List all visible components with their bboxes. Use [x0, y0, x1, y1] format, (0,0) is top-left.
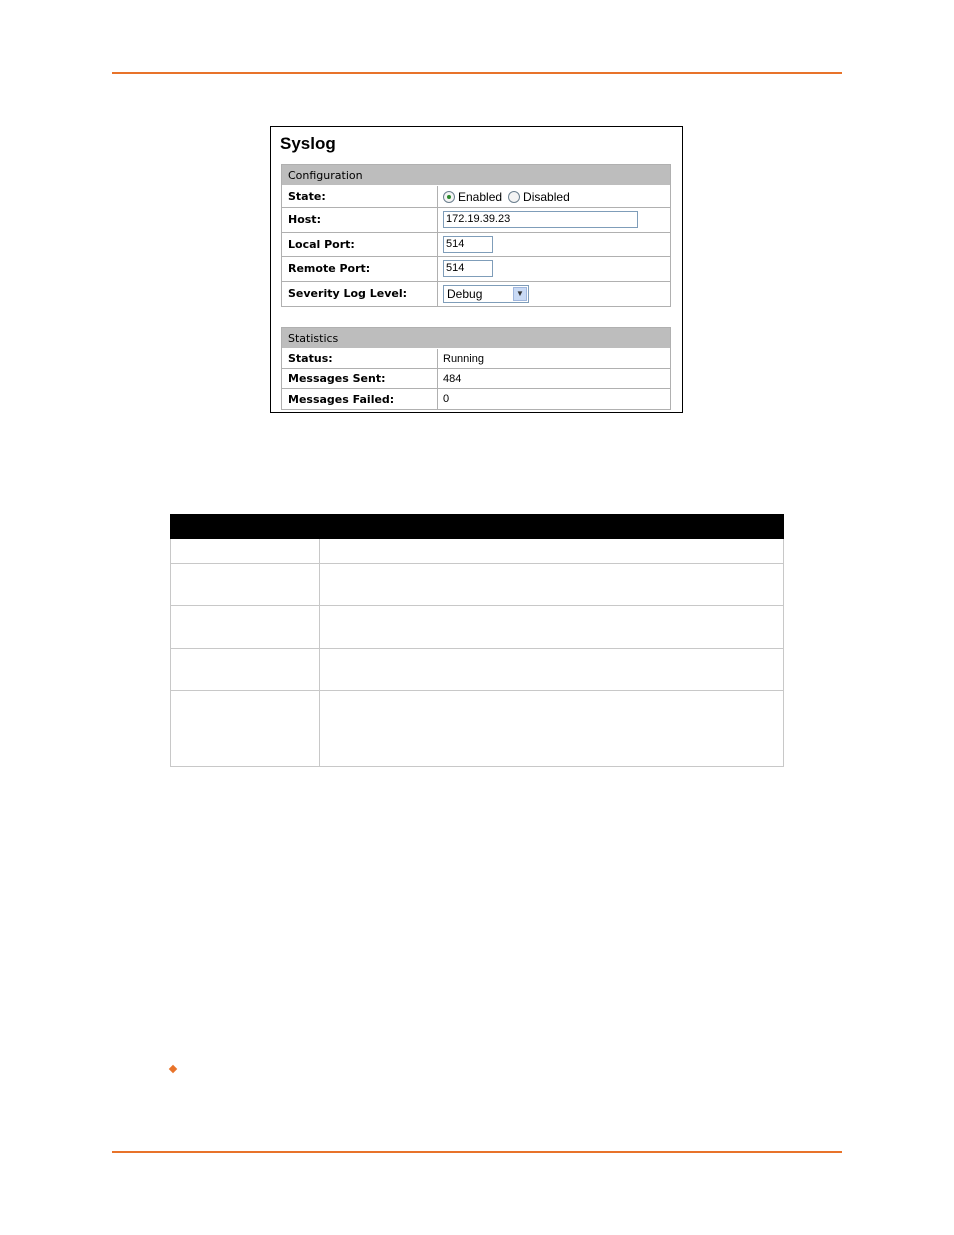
table-row: [171, 539, 784, 564]
table-cell: [320, 649, 784, 691]
statistics-header: Statistics: [282, 328, 670, 349]
messages-failed-value: 0: [443, 393, 450, 405]
table-header-row: [171, 515, 784, 539]
table-row: [171, 564, 784, 606]
diamond-bullet-icon: [169, 1065, 177, 1073]
table-row: [171, 691, 784, 767]
host-label: Host:: [282, 208, 438, 232]
table-cell: [320, 564, 784, 606]
table-row: [171, 649, 784, 691]
table-cell: [171, 606, 320, 649]
severity-row: [282, 282, 670, 307]
severity-label: Severity Log Level:: [282, 282, 438, 307]
status-row: [282, 349, 670, 369]
host-value: [438, 208, 670, 232]
severity-selected: Debug: [447, 286, 483, 301]
table-row: [171, 606, 784, 649]
status-label: Status:: [282, 349, 438, 368]
state-disabled-label: Disabled: [523, 189, 570, 204]
local-port-row: [282, 233, 670, 258]
state-enabled-label: Enabled: [458, 189, 503, 204]
state-enabled-radio[interactable]: [443, 190, 502, 204]
footer-rule: [112, 1151, 842, 1153]
messages-sent-label: Messages Sent:: [282, 369, 438, 388]
messages-failed-label: Messages Failed:: [282, 389, 438, 409]
table-header-cell: [171, 515, 320, 539]
configuration-header: Configuration: [282, 165, 670, 186]
local-port-input[interactable]: 514: [443, 236, 493, 253]
remote-port-input[interactable]: 514: [443, 260, 493, 277]
remote-port-label: Remote Port:: [282, 257, 438, 281]
radio-checked-icon: [443, 191, 455, 203]
state-label: State:: [282, 186, 438, 207]
messages-failed-row: [282, 389, 670, 409]
table-cell: [320, 539, 784, 564]
local-port-value: [438, 233, 670, 257]
table-header-cell: [320, 515, 784, 539]
radio-unchecked-icon: [508, 191, 520, 203]
host-row: [282, 208, 670, 233]
table-cell: [171, 691, 320, 767]
syslog-panel: [270, 126, 683, 413]
table-cell: [320, 691, 784, 767]
statistics-section: [281, 327, 671, 410]
status-value: Running: [443, 352, 484, 365]
header-rule: [112, 72, 842, 74]
local-port-label: Local Port:: [282, 233, 438, 257]
chevron-down-icon[interactable]: ▼: [513, 287, 527, 301]
page-title: Syslog: [280, 134, 336, 153]
host-input[interactable]: 172.19.39.23: [443, 211, 638, 228]
messages-sent-value: 484: [443, 372, 462, 385]
configuration-section: [281, 164, 671, 307]
state-value: [438, 186, 670, 207]
table-cell: [320, 606, 784, 649]
table-cell: [171, 539, 320, 564]
remote-port-value: [438, 257, 670, 281]
remote-port-row: [282, 257, 670, 282]
state-row: [282, 186, 670, 208]
severity-select[interactable]: [443, 285, 529, 303]
settings-description-table: [170, 514, 784, 767]
messages-sent-row: [282, 369, 670, 389]
table-cell: [171, 564, 320, 606]
severity-value: [438, 282, 670, 307]
state-disabled-radio[interactable]: [508, 190, 570, 204]
table-cell: [171, 649, 320, 691]
